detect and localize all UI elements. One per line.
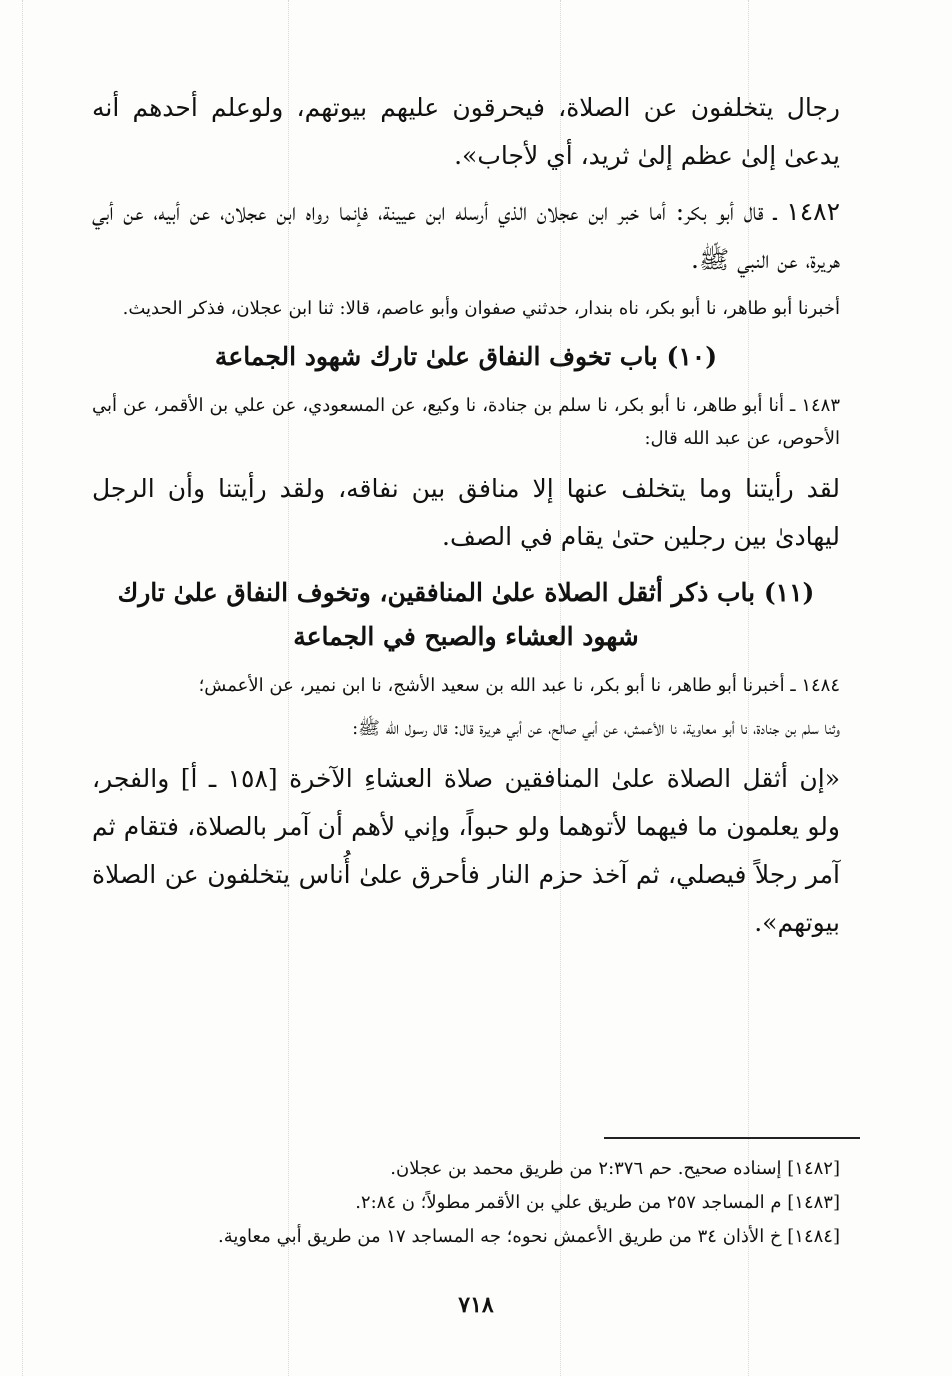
footnotes [92,1152,840,1254]
paragraph-hadith-1484: «إن أثقل الصلاة علىٰ المنافقين صلاة العشاءِ الآخرة [١٥٨ ـ أ] والفجر، ولو يعلمون ما فيهما لأتوهما ولو حبواً، وإني لأهم أن آمر بالصلاة، فتقام ثم آمر رجلاً فيصلي، ثم آخذ حزم النار فأحرق علىٰ أُناس يتخلفون عن الصلاة بيوتهم». [92,764,840,937]
main-text [92,84,840,955]
footnote-1484: [١٤٨٤] خ الأذان ٣٤ من طريق الأعمش نحوه؛ جه المساجد ١٧ من طريق أبي معاوية. [217,1226,840,1247]
paragraph-hadith-1482: ١٤٨٢ ـ قال أبو بكر: أما خبر ابن عجلان الذي أرسله ابن عيينة، فإنما رواه ابن عجلان، عن أبيه، عن أبي هريرة، عن النبي ﷺ. [92,197,840,274]
footnote-1482: [١٤٨٢] إسناده صحيح. حم ٢:٣٧٦ من طريق محمد بن عجلان. [390,1158,840,1179]
footnote-1483: [١٤٨٣] م المساجد ٢٥٧ من طريق علي بن الأقمر مطولاً؛ ن ٢:٨٤. [355,1192,840,1213]
paragraph-isnad-1484-a: ١٤٨٤ ـ أخبرنا أبو طاهر، نا أبو بكر، نا عبد الله بن سعيد الأشج، نا ابن نمير، عن الأعمش؛ [198,675,840,696]
paragraph-hadith-1481-end: رجال يتخلفون عن الصلاة، فيحرقون عليهم بيوتهم، ولوعلم أحدهم أنه يدعىٰ إلىٰ عظم إلىٰ ثريد، أي لأجاب». [92,93,840,170]
footnote-separator [604,1137,860,1139]
chapter-heading-10: (١٠) باب تخوف النفاق علىٰ تارك شهود الجماعة [214,342,718,371]
paragraph-isnad-1482: أخبرنا أبو طاهر، نا أبو بكر، ناه بندار، حدثني صفوان وأبو عاصم، قالا: ثنا ابن عجلان، فذكر الحديث. [122,298,840,319]
chapter-heading-11: (١١) باب ذكر أثقل الصلاة علىٰ المنافقين، وتخوف النفاق علىٰ تارك شهود العشاء والصبح في الجماعة [117,578,815,651]
paragraph-hadith-1483: لقد رأيتنا وما يتخلف عنها إلا منافق بين نفاقه، ولقد رأيتنا وأن الرجل ليهادىٰ بين رجلين حتىٰ يقام في الصف. [92,474,840,551]
paragraph-isnad-1483: ١٤٨٣ ـ أنا أبو طاهر، نا أبو بكر، نا سلم بن جنادة، نا وكيع، عن المسعودي، عن علي بن الأقمر، عن أبي الأحوص، عن عبد الله قال: [92,395,840,449]
page-number: ٧١٨ [458,1292,494,1318]
paragraph-isnad-1484-b: وثنا سلم بن جنادة، نا أبو معاوية، نا الأعمش، عن أبي صالح، عن أبي هريرة قال: قال رسول الله ﷺ: [352,718,840,739]
page-guide-line [22,0,23,1376]
